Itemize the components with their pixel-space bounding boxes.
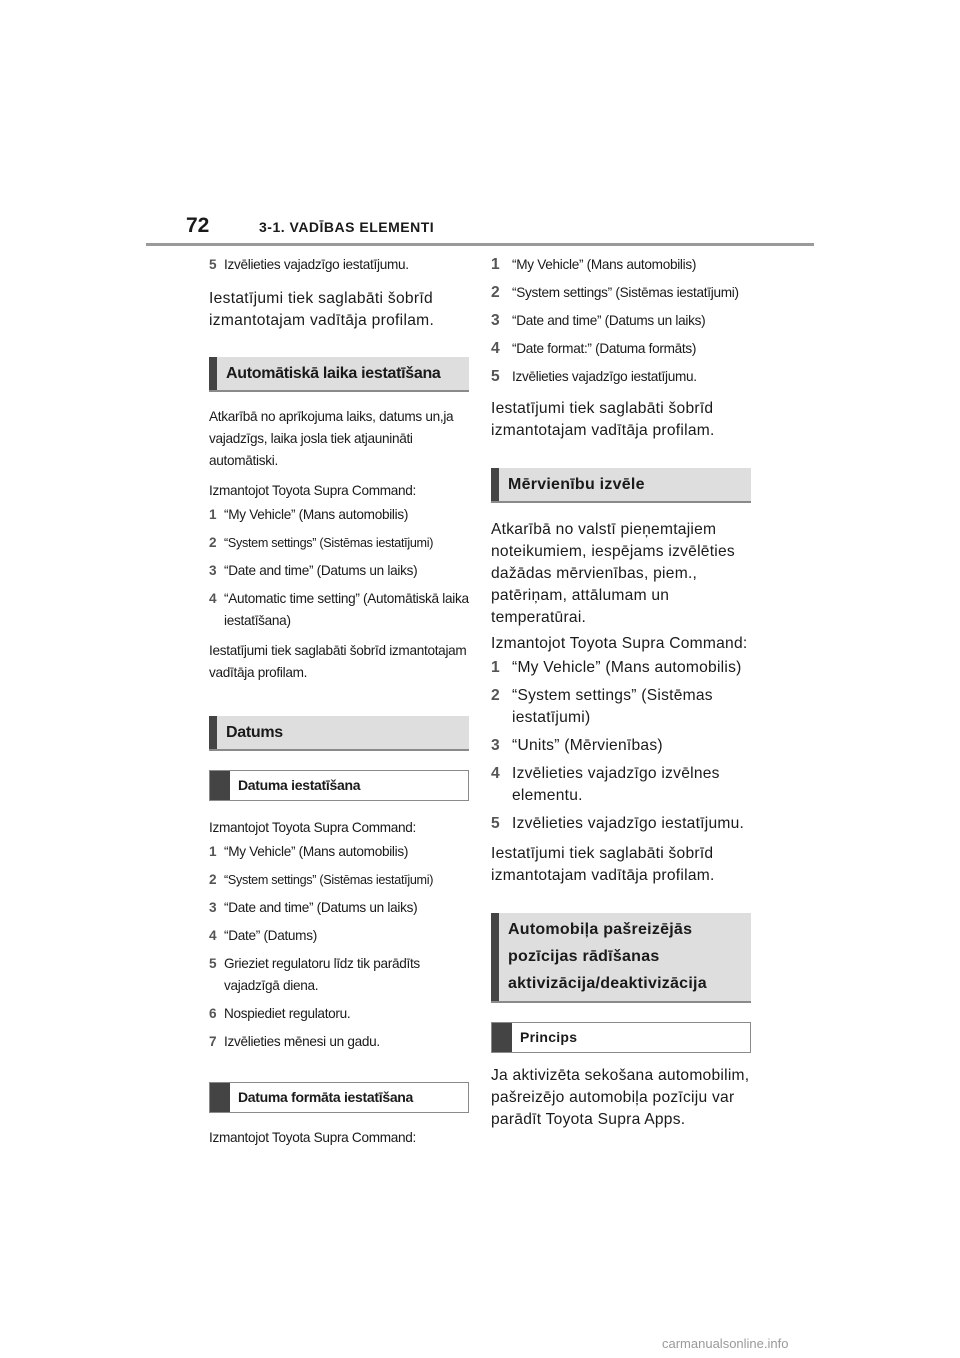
step-number: 5 <box>491 368 500 385</box>
step-item <box>491 685 751 729</box>
watermark: carmanualsonline.info <box>662 1336 789 1351</box>
step-text: Izvēlieties vajadzīgo iestatījumu. <box>224 257 409 272</box>
date-format-steps <box>491 254 751 388</box>
step-number: 3 <box>491 312 500 329</box>
step-item <box>209 841 469 863</box>
step-number: 6 <box>209 1006 217 1021</box>
auto-time-saved-note: Iestatījumi tiek saglabāti šobrīd izmantotajam vadītāja profilam. <box>209 643 467 680</box>
step-item <box>209 869 469 891</box>
step-number: 5 <box>491 815 500 832</box>
step-number: 5 <box>209 956 217 971</box>
units-saved-note: Iestatījumi tiek saglabāti šobrīd izmantotajam vadītāja profilam. <box>491 845 715 884</box>
right-column <box>491 254 751 1131</box>
step-item <box>209 1003 469 1025</box>
auto-time-paragraph: Atkarībā no aprīkojuma laiks, datums un,ja vajadzīgs, laika josla tiek atjaunināti automātiski. <box>209 409 454 468</box>
step-item <box>209 588 469 632</box>
step-text: Izvēlieties vajadzīgo izvēlnes elementu. <box>512 765 720 804</box>
step-item <box>491 657 751 679</box>
step-number: 2 <box>491 687 500 704</box>
subheading-date-format: Datuma formāta iestatīšana <box>209 1082 469 1113</box>
header-rule <box>146 243 814 246</box>
step-text: Izvēlieties mēnesi un gadu. <box>224 1034 380 1049</box>
step-number: 1 <box>491 256 500 273</box>
step-number: 3 <box>209 563 217 578</box>
auto-time-steps <box>209 504 469 632</box>
section-heading-units: Mērvienību izvēle <box>491 468 751 503</box>
format-saved-note: Iestatījumi tiek saglabāti šobrīd izmantotajam vadītāja profilam. <box>491 400 715 439</box>
step-text: “Date and time” (Datums un laiks) <box>224 900 418 915</box>
subheading-principle: Princips <box>491 1022 751 1053</box>
step-item <box>491 763 751 807</box>
step-text: “Date format:” (Datuma formāts) <box>512 341 697 356</box>
step-number: 4 <box>209 591 217 606</box>
step-item <box>491 813 751 835</box>
units-intro: Izmantojot Toyota Supra Command: <box>491 635 748 652</box>
date-format-intro: Izmantojot Toyota Supra Command: <box>209 1130 417 1145</box>
step-item <box>491 282 751 304</box>
step-number: 2 <box>491 284 500 301</box>
step-text: “My Vehicle” (Mans automobilis) <box>512 659 742 676</box>
section-heading-date: Datums <box>209 716 469 751</box>
step-text: “My Vehicle” (Mans automobilis) <box>512 257 697 272</box>
left-column <box>209 254 469 1149</box>
step-number: 4 <box>491 340 500 357</box>
step-text: “System settings” (Sistēmas iestatījumi) <box>512 285 739 300</box>
step-number: 4 <box>491 765 500 782</box>
step-text: “System settings” (Sistēmas iestatījumi) <box>512 687 713 726</box>
step-number: 2 <box>209 535 217 550</box>
step-item <box>209 1031 469 1053</box>
step-text: “My Vehicle” (Mans automobilis) <box>224 844 409 859</box>
auto-time-intro: Izmantojot Toyota Supra Command: <box>209 483 417 498</box>
step-number: 2 <box>209 872 217 887</box>
step-number: 3 <box>491 737 500 754</box>
step-item <box>491 366 751 388</box>
step-text: “Automatic time setting” (Automātiskā laika iestatīšana) <box>224 591 469 628</box>
step-item <box>491 338 751 360</box>
step-item <box>491 254 751 276</box>
step-text: “Date” (Datums) <box>224 928 317 943</box>
step-text: Izvēlieties vajadzīgo iestatījumu. <box>512 815 745 832</box>
step-text: “Date and time” (Datums un laiks) <box>512 313 706 328</box>
step-item <box>209 560 469 582</box>
saved-note: Iestatījumi tiek saglabāti šobrīd izmantotajam vadītāja profilam. <box>209 290 435 329</box>
step-number: 4 <box>209 928 217 943</box>
step-item <box>491 310 751 332</box>
step-text: “My Vehicle” (Mans automobilis) <box>224 507 409 522</box>
section-heading-vehicle-position: Automobiļa pašreizējās pozīcijas rādīšanas aktivizācija/deaktivizācija <box>491 913 751 1003</box>
step-number: 3 <box>209 900 217 915</box>
section-heading-auto-time: Automātiskā laika iestatīšana <box>209 357 469 392</box>
page-number: 72 <box>186 214 210 237</box>
step-number: 7 <box>209 1034 217 1049</box>
step-number: 1 <box>491 659 500 676</box>
step-text: “System settings” (Sistēmas iestatījumi) <box>224 536 434 550</box>
chapter-title: 3-1. VADĪBAS ELEMENTI <box>259 219 435 235</box>
step-text: Izvēlieties vajadzīgo iestatījumu. <box>512 369 697 384</box>
step-text: “Units” (Mērvienības) <box>512 737 663 754</box>
step-item <box>491 735 751 757</box>
step-number: 1 <box>209 844 217 859</box>
principle-paragraph: Ja aktivizēta sekošana automobilim, pašreizējo automobiļa pozīciju var parādīt Toyota Supra Apps. <box>491 1067 750 1128</box>
step-item <box>209 532 469 554</box>
date-steps <box>209 841 469 1053</box>
step-item <box>209 897 469 919</box>
step-text: Grieziet regulatoru līdz tik parādīts vajadzīgā diena. <box>224 956 420 993</box>
date-intro: Izmantojot Toyota Supra Command: <box>209 820 417 835</box>
step-text: “Date and time” (Datums un laiks) <box>224 563 418 578</box>
units-steps <box>491 657 751 835</box>
step-item <box>209 925 469 947</box>
units-paragraph: Atkarībā no valstī pieņemtajiem noteikumiem, iespējams izvēlēties dažādas mērvienības, piem., patēriņam, attālumam un temperatūrai. <box>491 521 735 626</box>
step-item <box>209 254 469 276</box>
step-text: “System settings” (Sistēmas iestatījumi) <box>224 873 434 887</box>
subheading-date-setting: Datuma iestatīšana <box>209 770 469 801</box>
step-item <box>209 504 469 526</box>
step-number: 1 <box>209 507 217 522</box>
step-text: Nospiediet regulatoru. <box>224 1006 351 1021</box>
step-item <box>209 953 469 997</box>
step-number: 5 <box>209 257 217 272</box>
